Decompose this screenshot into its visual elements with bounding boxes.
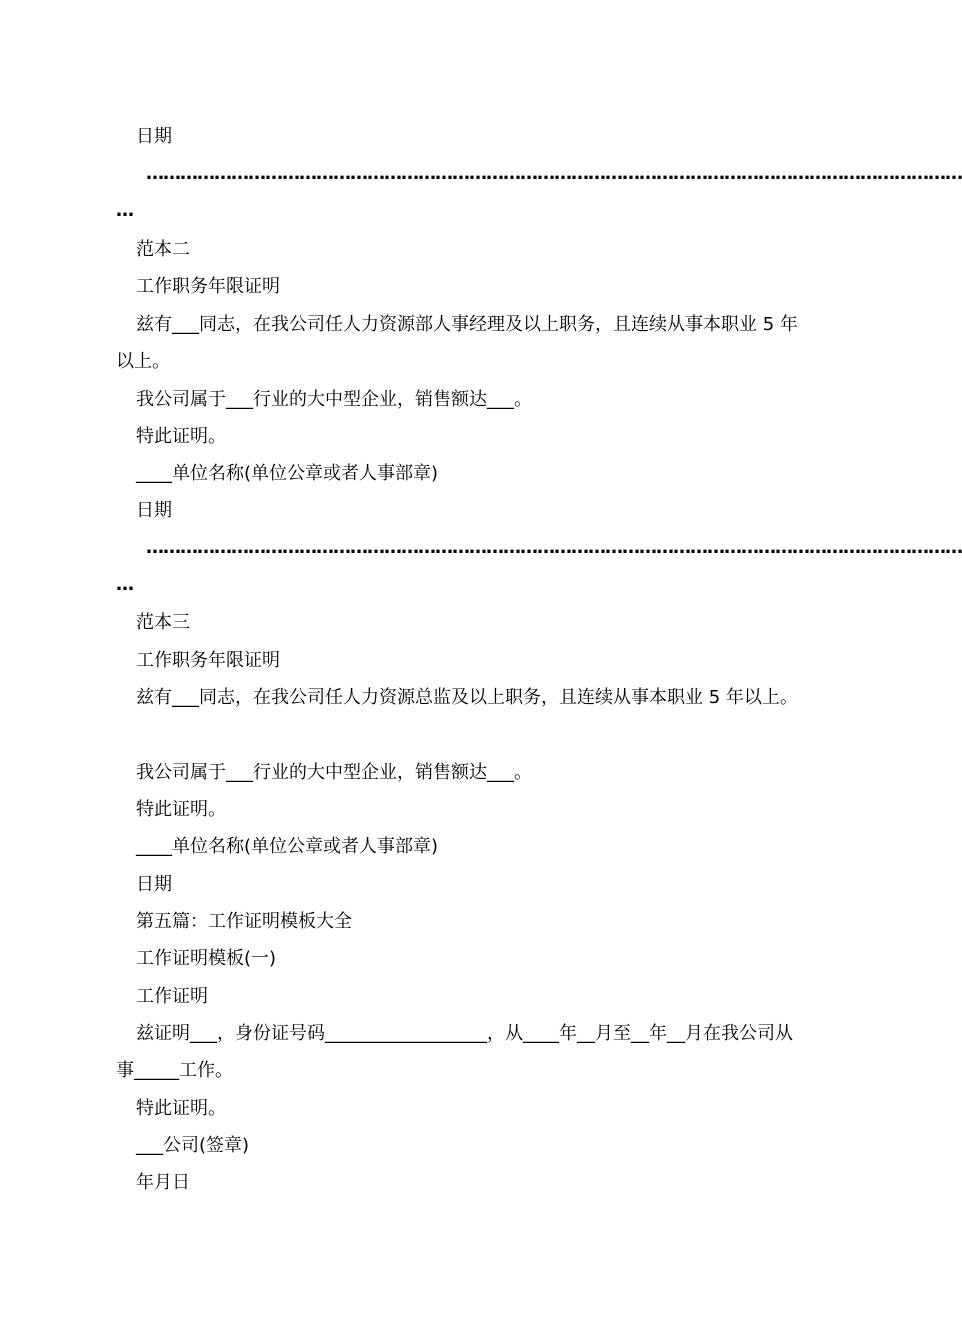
certificate-title: 工作职务年限证明 — [136, 650, 280, 671]
body-paragraph-continuation: 事_____工作。 — [116, 1060, 233, 1081]
dotted-separator: ……………………………………………………………………………………………………………………………… — [146, 537, 962, 558]
body-paragraph: 我公司属于___行业的大中型企业，销售额达___。 — [136, 389, 532, 410]
body-paragraph: 我公司属于___行业的大中型企业，销售额达___。 — [136, 762, 532, 783]
section-heading: 范本三 — [136, 612, 190, 633]
section-heading: 范本二 — [136, 239, 190, 260]
signature-line: ___公司(签章) — [136, 1135, 250, 1156]
certificate-title: 工作证明 — [136, 986, 208, 1007]
closing-text: 特此证明。 — [136, 426, 226, 447]
date-label: 日期 — [136, 500, 172, 521]
closing-text: 特此证明。 — [136, 1098, 226, 1119]
chapter-heading: 第五篇：工作证明模板大全 — [136, 911, 352, 932]
closing-text: 特此证明。 — [136, 799, 226, 820]
dotted-separator-tail: … — [116, 574, 133, 595]
date-label: 日期 — [136, 874, 172, 895]
body-paragraph-continuation: 以上。 — [116, 351, 170, 372]
date-label: 日期 — [136, 126, 172, 147]
body-paragraph: 兹有___同志，在我公司任人力资源部人事经理及以上职务，且连续从事本职业 5 年 — [136, 314, 798, 335]
body-paragraph: 兹有___同志，在我公司任人力资源总监及以上职务，且连续从事本职业 5 年以上。 — [136, 687, 798, 708]
certificate-title: 工作职务年限证明 — [136, 276, 280, 297]
dotted-separator: ……………………………………………………………………………………………………………………………… — [146, 163, 962, 184]
dotted-separator-tail: … — [116, 200, 133, 221]
signature-line: ____单位名称(单位公章或者人事部章) — [136, 463, 439, 484]
template-heading: 工作证明模板(一) — [136, 948, 277, 969]
signature-line: ____单位名称(单位公章或者人事部章) — [136, 836, 439, 857]
body-paragraph: 兹证明___，身份证号码__________________，从____年__月至__年__月在我公司从 — [136, 1023, 793, 1044]
date-label: 年月日 — [136, 1172, 190, 1193]
